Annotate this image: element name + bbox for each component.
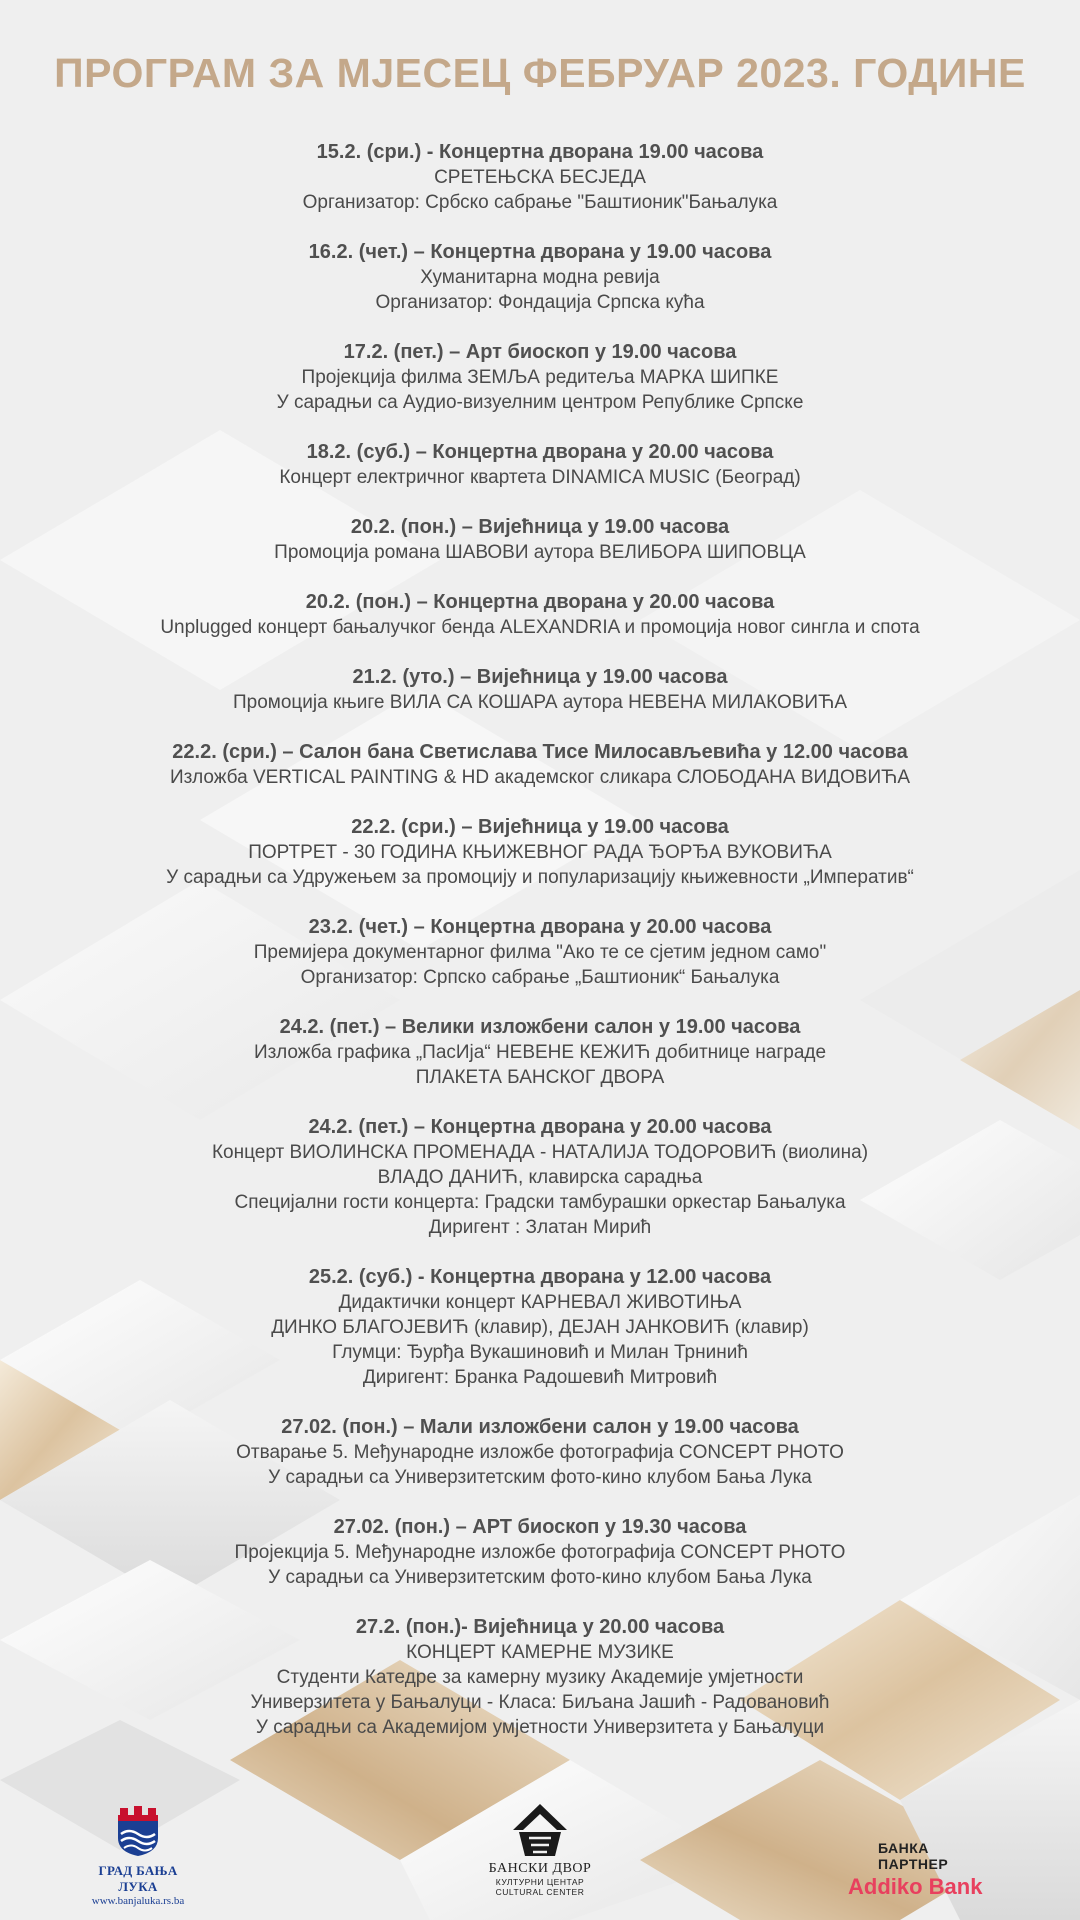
dvor-subtitle-sr: КУЛТУРНИ ЦЕНТАР: [495, 1877, 585, 1887]
event-detail-line: ВЛАДО ДАНИЋ, клавирска сарадња: [377, 1167, 703, 1188]
event-item: [0, 1115, 1080, 1240]
event-item: [0, 340, 1080, 415]
event-detail-line: Концерт ВИОЛИНСКА ПРОМЕНАДА - НАТАЛИЈА ТОДОРОВИЋ (виолина): [211, 1142, 869, 1163]
event-heading: 22.2. (сри.) – Салон бана Светислава Тисе Милосављевића у 12.00 часова: [172, 741, 908, 763]
event-heading: 16.2. (чет.) – Концертна дворана у 19.00 часова: [308, 241, 772, 263]
event-heading: 27.02. (пон.) – АРТ биоскоп у 19.30 часова: [333, 1516, 747, 1538]
event-item: [0, 740, 1080, 790]
event-detail-line: Глумци: Ђурђа Вукашиновић и Милан Трнинић: [332, 1342, 748, 1363]
city-url: www.banjaluka.rs.ba: [91, 1895, 185, 1907]
event-detail-line: Премијера документарног филма "Ако те се сјетим једном само": [253, 942, 827, 963]
event-detail-line: Универзитета у Бањалуци - Класа: Биљана Јашић - Радовановић: [250, 1692, 830, 1713]
event-detail-line: У сарадњи са Универзитетским фото-кино клубом Бања Лука: [268, 1467, 812, 1488]
event-detail-line: Дидактички концерт КАРНЕВАЛ ЖИВОТИЊА: [338, 1292, 742, 1313]
event-detail-line: Специјални гости концерта: Градски тамбурашки оркестар Бањалука: [234, 1192, 846, 1213]
event-detail-line: Unplugged концерт бањалучког бенда ALEXANDRIA и промоција новог сингла и спота: [160, 617, 920, 638]
event-item: [0, 1015, 1080, 1090]
event-detail-line: Пројекција филма ЗЕМЉА редитеља МАРКА ШИПКЕ: [301, 367, 779, 388]
bank-name: Addiko Bank: [848, 1874, 983, 1899]
city-logo: [78, 1806, 198, 1907]
event-item: [0, 1265, 1080, 1390]
event-detail-line: У сарадњи са Универзитетским фото-кино клубом Бања Лука: [268, 1567, 812, 1588]
event-heading: 27.2. (пон.)- Вијећница у 20.00 часова: [355, 1616, 725, 1638]
event-heading: 20.2. (пон.) – Концертна дворана у 20.00 часова: [305, 591, 775, 613]
event-item: [0, 140, 1080, 215]
event-detail-line: Изложба VERTICAL PAINTING & HD академског сликара СЛОБОДАНА ВИДОВИЋА: [169, 767, 911, 788]
event-item: [0, 665, 1080, 715]
event-heading: 27.02. (пон.) – Мали изложбени салон у 19.00 часова: [281, 1416, 799, 1438]
event-detail-line: ДИНКО БЛАГОЈЕВИЋ (клавир), ДЕЈАН ЈАНКОВИЋ (клавир): [271, 1317, 809, 1338]
event-detail-line: У сарадњи са Аудио-визуелним центром Републике Српске: [276, 392, 804, 413]
event-item: [0, 1615, 1080, 1740]
event-detail-line: ПЛАКЕТА БАНСКОГ ДВОРА: [415, 1067, 665, 1088]
event-heading: 21.2. (уто.) – Вијећница у 19.00 часова: [352, 666, 728, 688]
event-program: [0, 140, 1080, 1765]
event-item: [0, 1515, 1080, 1590]
event-item: [0, 590, 1080, 640]
event-heading: 18.2. (суб.) – Концертна дворана у 20.00 часова: [306, 441, 774, 463]
bank-partner-label: БАНКА ПАРТНЕР: [878, 1840, 949, 1872]
event-detail-line: Промоција књиге ВИЛА СА КОШАРА аутора НЕВЕНА МИЛАКОВИЋА: [232, 692, 847, 713]
bank-partner-block: [848, 1840, 988, 1900]
event-heading: 24.2. (пет.) – Велики изложбени салон у 19.00 часова: [279, 1016, 801, 1038]
event-detail-line: Пројекција 5. Међународне изложбе фотографија CONCEPT PHOTO: [234, 1542, 846, 1563]
event-item: [0, 815, 1080, 890]
event-detail-line: У сарадњи са Академијом умјетности Универзитета у Бањалуци: [255, 1717, 825, 1738]
event-item: [0, 240, 1080, 315]
dvor-name: БАНСКИ ДВОР: [488, 1861, 592, 1876]
event-item: [0, 1415, 1080, 1490]
event-item: [0, 515, 1080, 565]
event-detail-line: Организатор: Србско сабрање "Баштионик"Бањалука: [302, 192, 778, 213]
event-detail-line: Отварање 5. Међународне изложбе фотографија CONCEPT PHOTO: [236, 1442, 844, 1463]
event-detail-line: Промоција романа ШАВОВИ аутора ВЕЛИБОРА ШИПОВЦА: [274, 542, 806, 563]
city-coat-of-arms-icon: [113, 1806, 163, 1856]
event-detail-line: СРЕТЕЊСКА БЕСЈЕДА: [434, 167, 646, 188]
event-heading: 25.2. (суб.) - Концертна дворана у 12.00 часова: [308, 1266, 772, 1288]
footer: [0, 1800, 1080, 1920]
event-detail-line: Организатор: Српско сабрање „Баштионик“ Бањалука: [300, 967, 780, 988]
event-detail-line: Студенти Катедре за камерну музику Академије умјетности: [276, 1667, 804, 1688]
event-detail-line: ПОРТРЕТ - 30 ГОДИНА КЊИЖЕВНОГ РАДА ЂОРЂА ВУКОВИЋА: [248, 842, 832, 863]
event-item: [0, 440, 1080, 490]
event-heading: 24.2. (пет.) – Концертна дворана у 20.00 часова: [308, 1116, 772, 1138]
event-heading: 23.2. (чет.) – Концертна дворана у 20.00 часова: [308, 916, 772, 938]
event-heading: 15.2. (сри.) - Концертна дворана 19.00 часова: [316, 141, 764, 163]
event-detail-line: У сарадњи са Удружењем за промоцију и популаризацију књижевности „Императив“: [166, 867, 914, 888]
event-heading: 20.2. (пон.) – Вијећница у 19.00 часова: [350, 516, 730, 538]
event-heading: 22.2. (сри.) – Вијећница у 19.00 часова: [351, 816, 729, 838]
event-detail-line: Хуманитарна модна ревија: [420, 267, 660, 288]
event-detail-line: КОНЦЕРТ КАМЕРНЕ МУЗИКЕ: [406, 1642, 674, 1663]
event-heading: 17.2. (пет.) – Арт биоскоп у 19.00 часова: [343, 341, 737, 363]
event-detail-line: Диригент : Златан Мирић: [428, 1217, 652, 1238]
city-name: ГРАД БАЊА ЛУКА: [98, 1863, 178, 1894]
banski-dvor-logo: [480, 1802, 600, 1897]
event-detail-line: Диригент: Бранка Радошевић Митровић: [362, 1367, 718, 1388]
dvor-subtitle-en: CULTURAL CENTER: [495, 1887, 585, 1897]
page-title: ПРОГРАМ ЗА МЈЕСЕЦ ФЕБРУАР 2023. ГОДИНЕ: [54, 50, 1026, 96]
banski-dvor-emblem-icon: [505, 1802, 575, 1858]
event-detail-line: Концерт електричног квартета DINAMICA MUSIC (Београд): [279, 467, 801, 488]
event-detail-line: Организатор: Фондација Српска кућа: [375, 292, 705, 313]
event-item: [0, 915, 1080, 990]
event-detail-line: Изложба графика „ПасИја“ НЕВЕНЕ КЕЖИЋ добитнице награде: [253, 1042, 827, 1063]
